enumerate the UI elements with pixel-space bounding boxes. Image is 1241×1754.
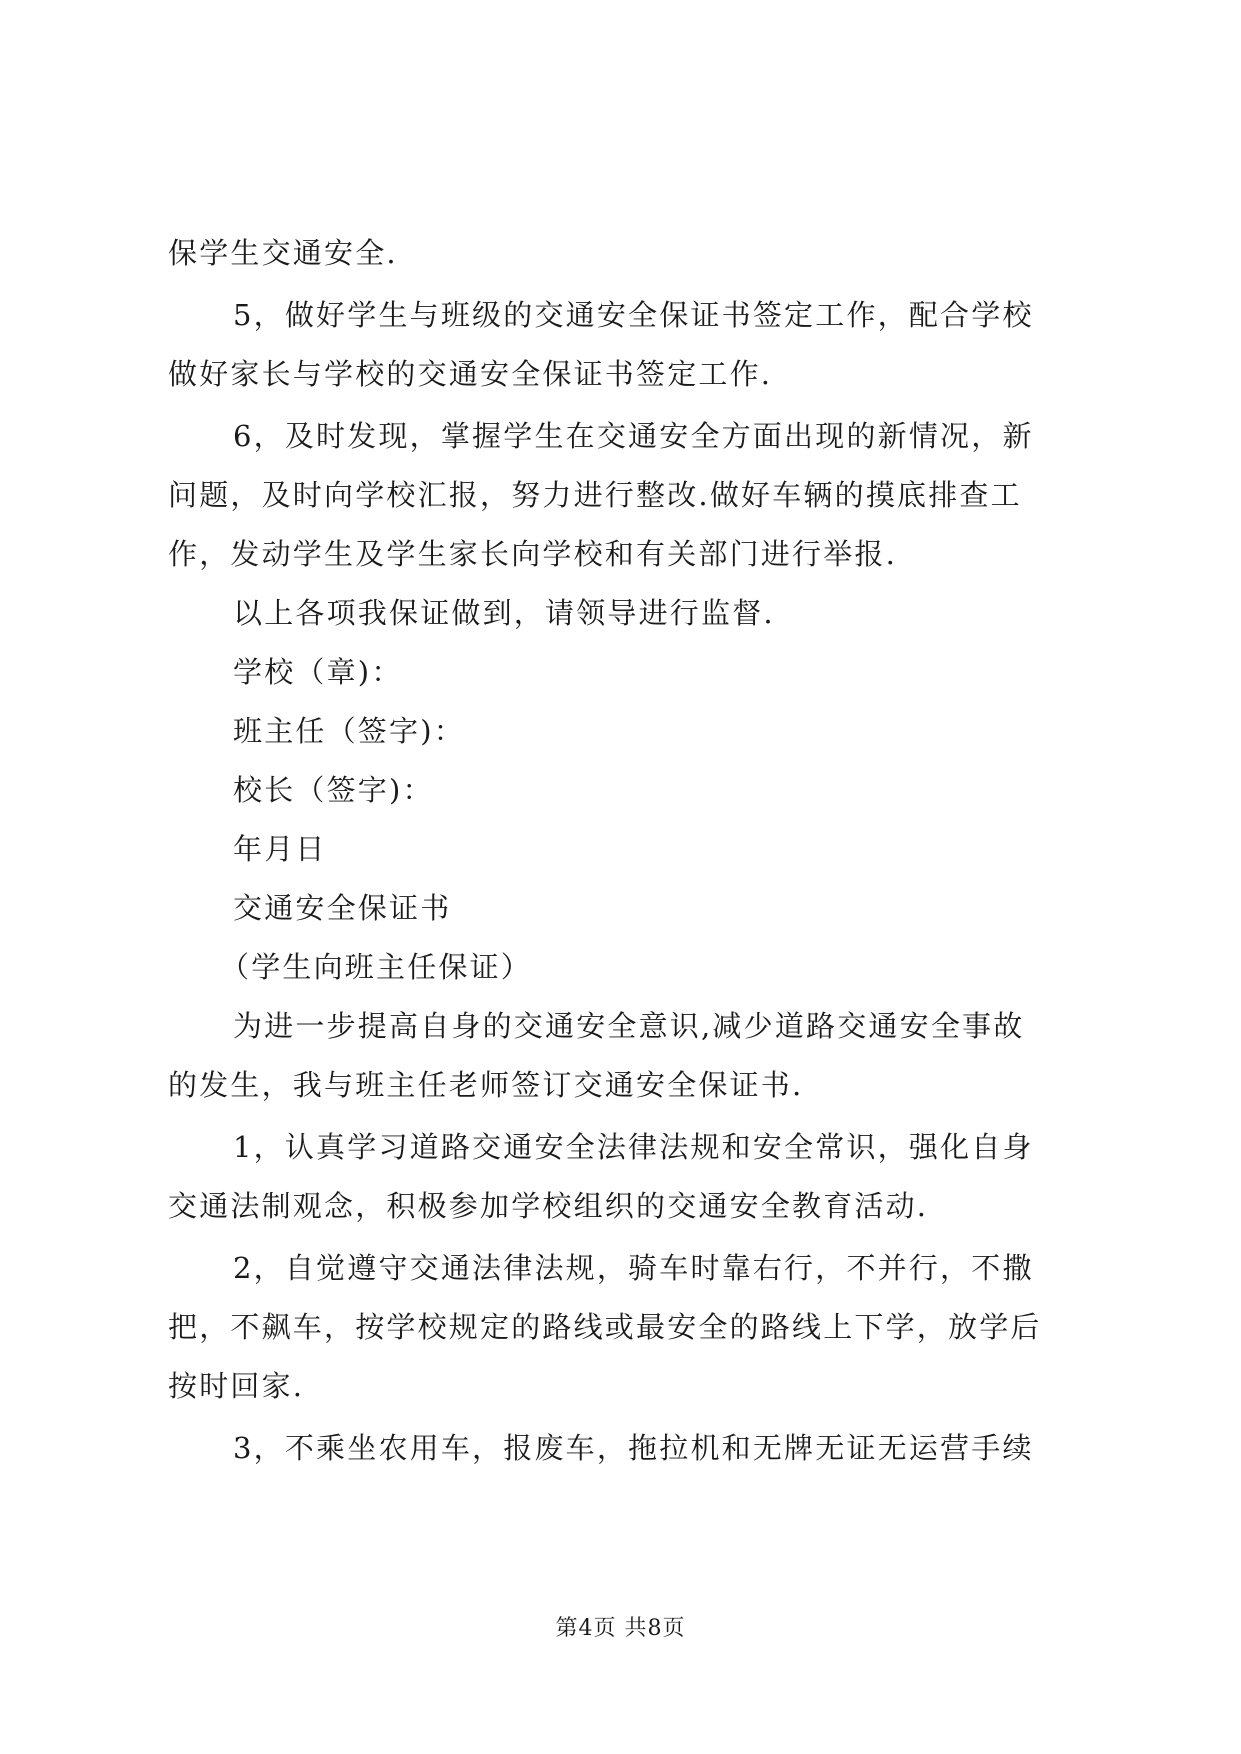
- text-line: 作，发动学生及学生家长向学校和有关部门进行举报.: [168, 537, 898, 571]
- document-body: [168, 224, 1080, 1478]
- text-line: 做好家长与学校的交通安全保证书签定工作.: [168, 357, 773, 391]
- text-line: 2，自觉遵守交通法律法规，骑车时靠右行，不并行，不撒: [233, 1251, 1034, 1285]
- section-title: 交通安全保证书: [233, 891, 452, 925]
- text-line: 6，及时发现，掌握学生在交通安全方面出现的新情况，新: [233, 419, 1034, 453]
- page-footer: 第4页 共8页: [555, 1616, 686, 1641]
- text-line: 3，不乘坐农用车，报废车，拖拉机和无牌无证无运营手续: [233, 1431, 1034, 1465]
- text-line: 保学生交通安全.: [168, 236, 398, 270]
- text-line: 为进一步提高自身的交通安全意识,减少道路交通安全事故: [233, 1009, 1025, 1043]
- text-line: 把，不飙车，按学校规定的路线或最安全的路线上下学，放学后: [168, 1310, 1042, 1344]
- text-line: 按时回家.: [168, 1369, 305, 1403]
- text-line: 5，做好学生与班级的交通安全保证书签定工作，配合学校: [233, 298, 1034, 332]
- signature-line-teacher: 班主任（签字)：: [233, 714, 465, 748]
- text-line: 1，认真学习道路交通安全法律法规和安全常识，强化自身: [233, 1130, 1034, 1164]
- signature-line-principal: 校长（签字)：: [233, 773, 434, 807]
- date-line: 年月日: [233, 832, 327, 866]
- text-line: 的发生，我与班主任老师签订交通安全保证书.: [168, 1068, 804, 1102]
- signature-line-school: 学校（章)：: [233, 655, 403, 689]
- text-line: 交通法制观念，积极参加学校组织的交通安全教育活动.: [168, 1189, 929, 1223]
- section-subtitle: （学生向班主任保证）: [220, 950, 533, 984]
- text-line: 问题，及时向学校汇报，努力进行整改.做好车辆的摸底排查工: [168, 478, 1022, 512]
- text-line: 以上各项我保证做到，请领导进行监督.: [233, 596, 775, 630]
